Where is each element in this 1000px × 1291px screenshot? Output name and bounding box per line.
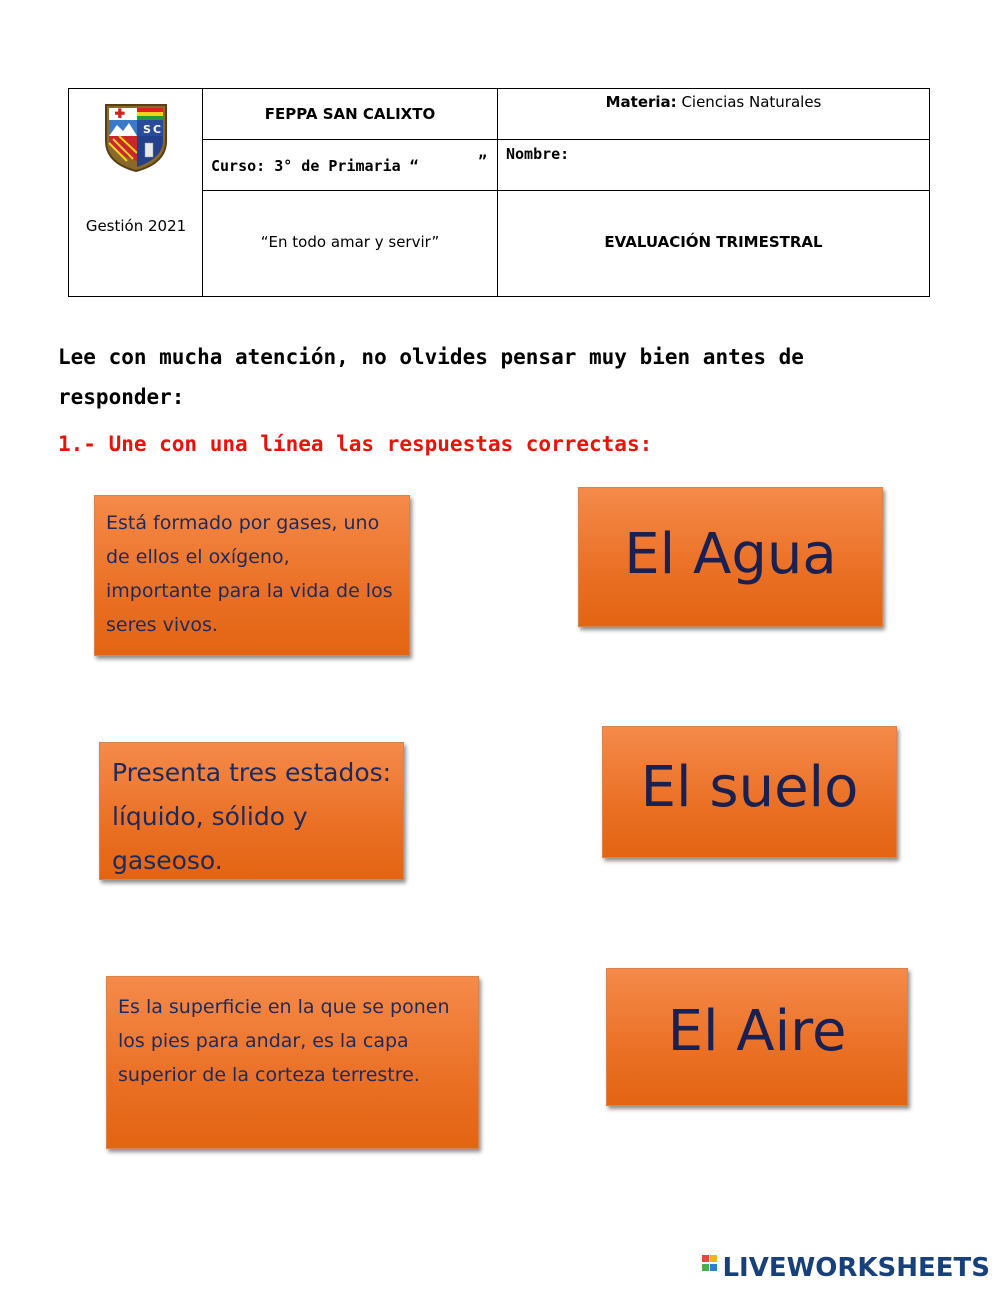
nombre-label: Nombre: (506, 145, 570, 163)
curso-close-quote: ” (477, 152, 487, 170)
instructions: Lee con mucha atención, no olvides pensar muy bien antes de responder: (58, 345, 804, 409)
brand-text: LIVEWORKSHEETS (722, 1253, 990, 1283)
liveworksheets-brand (702, 1253, 990, 1283)
logo-cell (69, 89, 203, 296)
definition-card-3[interactable]: Es la superficie en la que se ponen los pies para andar, es la capa superior de la corteza terrestre. (106, 976, 479, 1149)
materia-value: Ciencias Naturales (676, 93, 822, 111)
answer-card-suelo[interactable]: El suelo (602, 726, 897, 858)
evaluation-title: EVALUACIÓN TRIMESTRAL (604, 233, 823, 251)
curso-field (203, 140, 498, 191)
school-crest-icon (103, 103, 169, 173)
nombre-field[interactable] (498, 140, 929, 191)
school-name: FEPPA SAN CALIXTO (203, 89, 498, 140)
curso-label: Curso: 3° de Primaria “ (211, 157, 419, 175)
materia-field (498, 89, 929, 140)
gestion-year: Gestión 2021 (85, 217, 187, 235)
definition-card-1[interactable]: Está formado por gases, uno de ellos el oxígeno, importante para la vida de los seres vivos. (94, 495, 410, 656)
answer-card-agua[interactable]: El Agua (578, 487, 883, 627)
materia-label: Materia: (605, 93, 677, 111)
question-1-title: 1.- Une con una línea las respuestas correctas: (58, 432, 653, 456)
definition-card-2[interactable]: Presenta tres estados: líquido, sólido y gaseoso. (99, 742, 404, 880)
school-motto: “En todo amar y servir” (203, 191, 498, 296)
answer-card-aire[interactable]: El Aire (606, 968, 908, 1106)
logo-letter-s: S (143, 123, 151, 136)
liveworksheets-logo-icon (702, 1255, 718, 1281)
logo-letter-c: C (153, 123, 162, 136)
header-table (68, 88, 930, 297)
